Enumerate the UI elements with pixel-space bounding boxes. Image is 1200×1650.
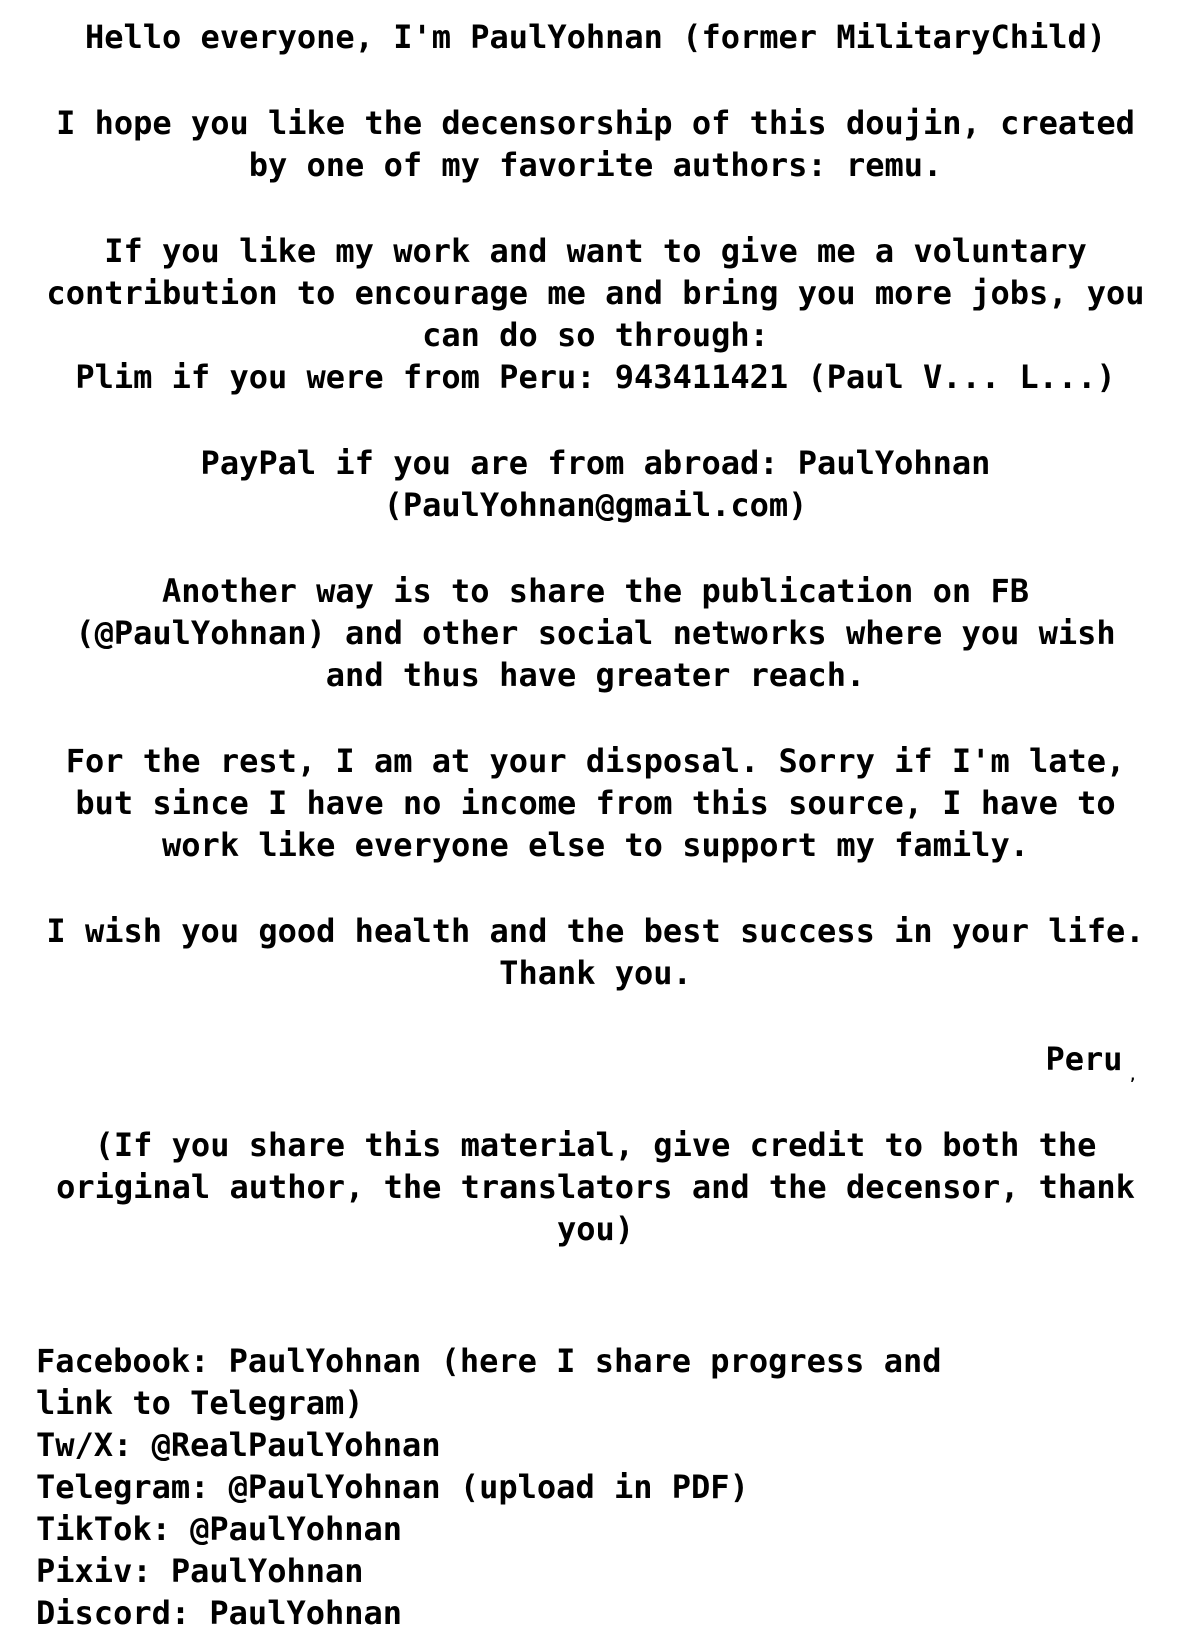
text-line: (PaulYohnan@gmail.com) (383, 486, 808, 524)
text-line: by one of my favorite authors: remu. (248, 146, 943, 184)
paragraph-signature-location (36, 1038, 1155, 1084)
text-line: PayPal if you are from abroad: PaulYohnan (200, 444, 991, 482)
text-line: TikTok: @PaulYohnan (36, 1510, 403, 1548)
text-line: Facebook: PaulYohnan (here I share progress and (36, 1342, 942, 1380)
paragraph-intro (36, 102, 1155, 186)
text-line: Hello everyone, I'm PaulYohnan (former MilitaryChild) (84, 18, 1107, 56)
text-line: Peru , (1045, 1040, 1137, 1084)
text-line: and thus have greater reach. (325, 656, 866, 694)
text-line: Tw/X: @RealPaulYohnan (36, 1426, 441, 1464)
text-line: work like everyone else to support my family. (162, 826, 1029, 864)
text-line: contribution to encourage me and bring you more jobs, you (46, 274, 1145, 312)
text-line: can do so through: (422, 316, 769, 354)
text-line: (If you share this material, give credit to both the (94, 1126, 1097, 1164)
paragraph-credit-request (36, 1124, 1155, 1250)
text-line: original author, the translators and the decensor, thank (56, 1168, 1135, 1206)
text-line: you) (556, 1210, 635, 1248)
paragraph-paypal-info (36, 442, 1155, 526)
text-line: Discord: PaulYohnan (36, 1594, 403, 1632)
text-line: Plim if you were from Peru: 943411421 (Paul V... L...) (75, 358, 1116, 396)
paragraph-greeting (36, 16, 1155, 58)
text-line: I wish you good health and the best success in your life. (46, 912, 1145, 950)
paragraph-availability-note (36, 740, 1155, 866)
paragraph-donation-info (36, 230, 1155, 398)
paragraph-social-links (36, 1340, 1155, 1634)
text-line: If you like my work and want to give me a voluntary (104, 232, 1087, 270)
text-line: link to Telegram) (36, 1384, 364, 1422)
text-line: For the rest, I am at your disposal. Sorry if I'm late, (65, 742, 1126, 780)
paragraph-share-request (36, 570, 1155, 696)
text-line: Another way is to share the publication on FB (162, 572, 1029, 610)
text-line: Telegram: @PaulYohnan (upload in PDF) (36, 1468, 749, 1506)
paragraph-well-wishes (36, 910, 1155, 994)
text-line: I hope you like the decensorship of this doujin, created (56, 104, 1135, 142)
text-line: Thank you. (499, 954, 692, 992)
text-line: (@PaulYohnan) and other social networks where you wish (75, 614, 1116, 652)
stray-ink-mark: , (1128, 1068, 1137, 1084)
text-line: but since I have no income from this source, I have to (75, 784, 1116, 822)
text-line: Pixiv: PaulYohnan (36, 1552, 364, 1590)
